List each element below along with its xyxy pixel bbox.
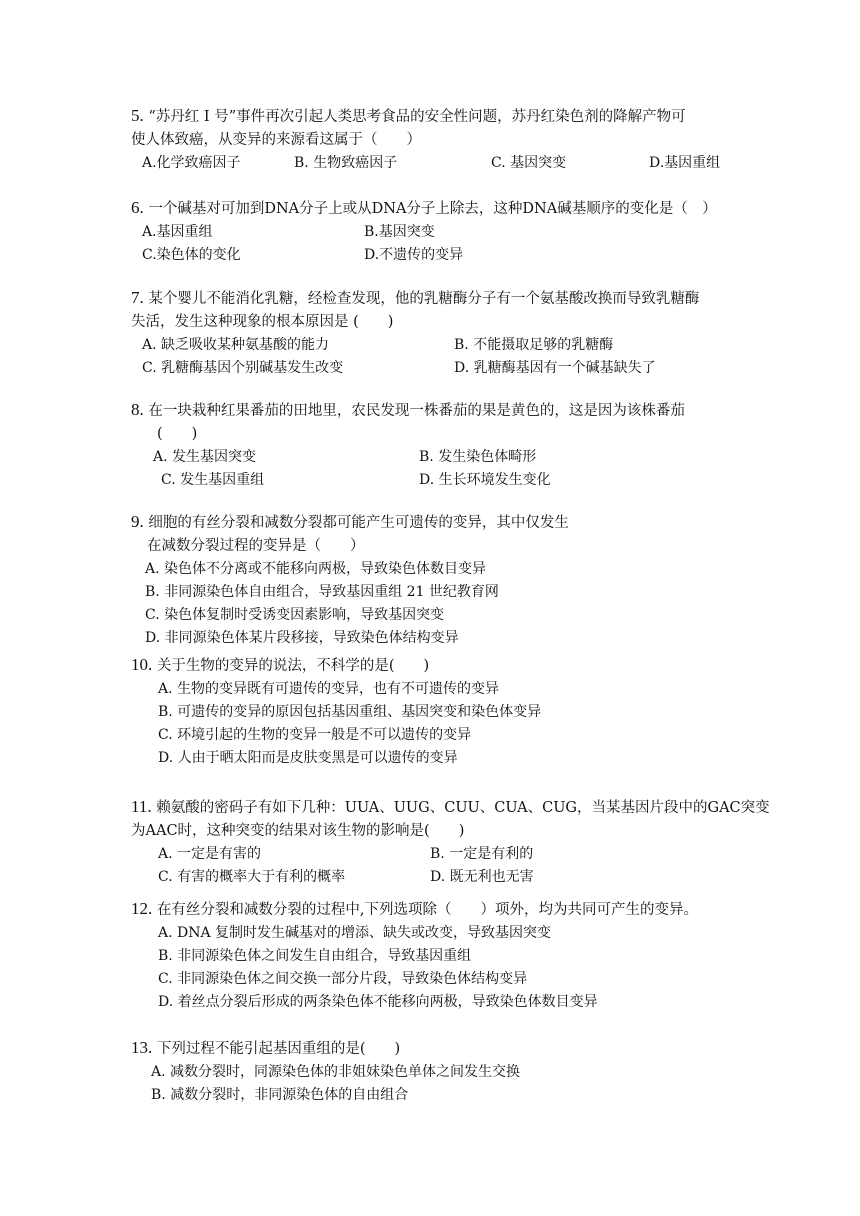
question-13 [131,1036,743,1107]
question-number: 10. [131,655,153,674]
question-7 [131,286,743,380]
question-11 [131,795,770,889]
option-a[interactable]: A. 生物的变异既有可遗传的变异，也有不可遗传的变异 [158,681,500,697]
options-grid [142,334,743,380]
option-c[interactable]: C. 环境引起的生物的变异一般是不可以遗传的变异 [158,727,472,743]
question-stem [131,653,743,678]
question-6 [131,196,743,267]
stem-line: 失活，发生这种现象的根本原因是 ( ) [131,314,394,330]
question-stem [131,286,743,334]
option-a[interactable]: A. 减数分裂时，同源染色体的非姐妹染色单体之间发生交换 [151,1064,521,1080]
option-d[interactable]: D.不遗传的变异 [364,247,464,263]
option-a[interactable]: A. 染色体不分离或不能移向两极，导致染色体数目变异 [145,561,487,577]
question-stem [131,897,743,922]
stem-line: 在减数分裂过程的变异是（ ） [147,538,365,554]
options-list [158,678,743,770]
option-b[interactable]: B. 非同源染色体自由组合，导致基因重组 21 世纪教育网 [145,584,499,600]
question-number: 13. [131,1038,153,1057]
option-c[interactable]: C. 染色体复制时受诱变因素影响，导致基因突变 [145,607,445,623]
question-8 [131,398,743,492]
option-a[interactable]: A. 缺乏吸收某种氨基酸的能力 [142,337,330,353]
option-b[interactable]: B.基因突变 [364,224,435,240]
option-b[interactable]: B. 可遗传的变异的原因包括基因重组、基因突变和染色体变异 [158,704,542,720]
option-a[interactable]: A. 发生基因突变 [153,449,257,465]
options-row [142,152,743,175]
option-b[interactable]: B. 减数分裂时，非同源染色体的自由组合 [151,1087,409,1103]
option-c[interactable]: C. 有害的概率大于有利的概率 [158,869,346,885]
options-grid [153,446,743,492]
options-grid [142,221,743,267]
option-d[interactable]: D. 非同源染色体某片段移接，导致染色体结构变异 [145,630,459,646]
question-number: 9. [131,512,144,531]
stem-line: 使人体致癌，从变异的来源看这属于（ ） [131,132,421,148]
option-a[interactable]: A. 一定是有害的 [158,846,262,862]
stem-line: 下列过程不能引起基因重组的是( ) [156,1041,401,1057]
question-number: 11. [131,797,152,816]
options-grid [158,843,743,889]
option-d[interactable]: D. 既无利也无害 [430,869,534,885]
option-b[interactable]: B. 生物致癌因子 [294,155,398,171]
question-9 [131,510,743,650]
stem-line: 细胞的有丝分裂和减数分裂都可能产生可遗传的变异，其中仅发生 [148,515,569,531]
options-list [145,558,743,650]
stem-line: 关于生物的变异的说法，不科学的是( ) [156,658,430,674]
question-number: 12. [131,899,153,918]
question-number: 8. [131,400,144,419]
options-list [151,1061,743,1107]
stem-line: “苏丹红 I 号”事件再次引起人类思考食品的安全性问题，苏丹红染色剂的降解产物可 [148,109,686,125]
option-a[interactable]: A.化学致癌因子 [142,155,241,171]
option-d[interactable]: D.基因重组 [649,155,721,171]
option-d[interactable]: D. 生长环境发生变化 [419,472,551,488]
question-number: 6. [131,198,144,217]
option-b[interactable]: B. 非同源染色体之间发生自由组合，导致基因重组 [158,948,472,964]
stem-line: 在有丝分裂和减数分裂的过程中,下列选项除（ ）项外，均为共同可产生的变异。 [156,902,698,918]
option-c[interactable]: C. 基因突变 [491,155,567,171]
question-stem [131,398,743,446]
option-b[interactable]: B. 不能摄取足够的乳糖酶 [454,337,614,353]
option-d[interactable]: D. 人由于晒太阳而是皮肤变黑是可以遗传的变异 [158,750,458,766]
question-stem [131,1036,743,1061]
option-a[interactable]: A.基因重组 [142,224,213,240]
stem-line: ( ) [157,426,198,442]
option-d[interactable]: D. 着丝点分裂后形成的两条染色体不能移向两极，导致染色体数目变异 [158,994,598,1010]
question-5 [131,104,743,175]
question-number: 5. [131,106,144,125]
question-stem [131,795,770,843]
stem-line: 在一块栽种红果番茄的田地里，农民发现一株番茄的果是黄色的，这是因为该株番茄 [148,403,685,419]
option-c[interactable]: C. 发生基因重组 [161,472,265,488]
question-stem [131,104,743,152]
option-c[interactable]: C. 乳糖酶基因个别碱基发生改变 [142,360,344,376]
stem-line: 一个碱基对可加到DNA分子上或从DNA分子上除去，这种DNA碱基顺序的变化是（ ） [148,201,717,217]
stem-line: 赖氨酸的密码子有如下几种：UUA、UUG、CUU、CUA、CUG，当某基因片段中的GAC突变 [156,800,770,816]
stem-line: 为AAC时，这种突变的结果对该生物的影响是( ) [131,823,465,839]
question-number: 7. [131,288,144,307]
stem-line: 某个婴儿不能消化乳糖，经检查发现，他的乳糖酶分子有一个氨基酸改换而导致乳糖酶 [148,291,700,307]
option-b[interactable]: B. 发生染色体畸形 [419,449,537,465]
question-stem [131,196,743,221]
option-c[interactable]: C.染色体的变化 [142,247,241,263]
options-list [158,922,743,1014]
option-b[interactable]: B. 一定是有利的 [430,846,534,862]
option-a[interactable]: A. DNA 复制时发生碱基对的增添、缺失或改变，导致基因突变 [158,925,552,941]
option-d[interactable]: D. 乳糖酶基因有一个碱基缺失了 [454,360,656,376]
option-c[interactable]: C. 非同源染色体之间交换一部分片段，导致染色体结构变异 [158,971,528,987]
question-12 [131,897,743,1014]
question-10 [131,653,743,770]
question-stem [131,510,743,558]
